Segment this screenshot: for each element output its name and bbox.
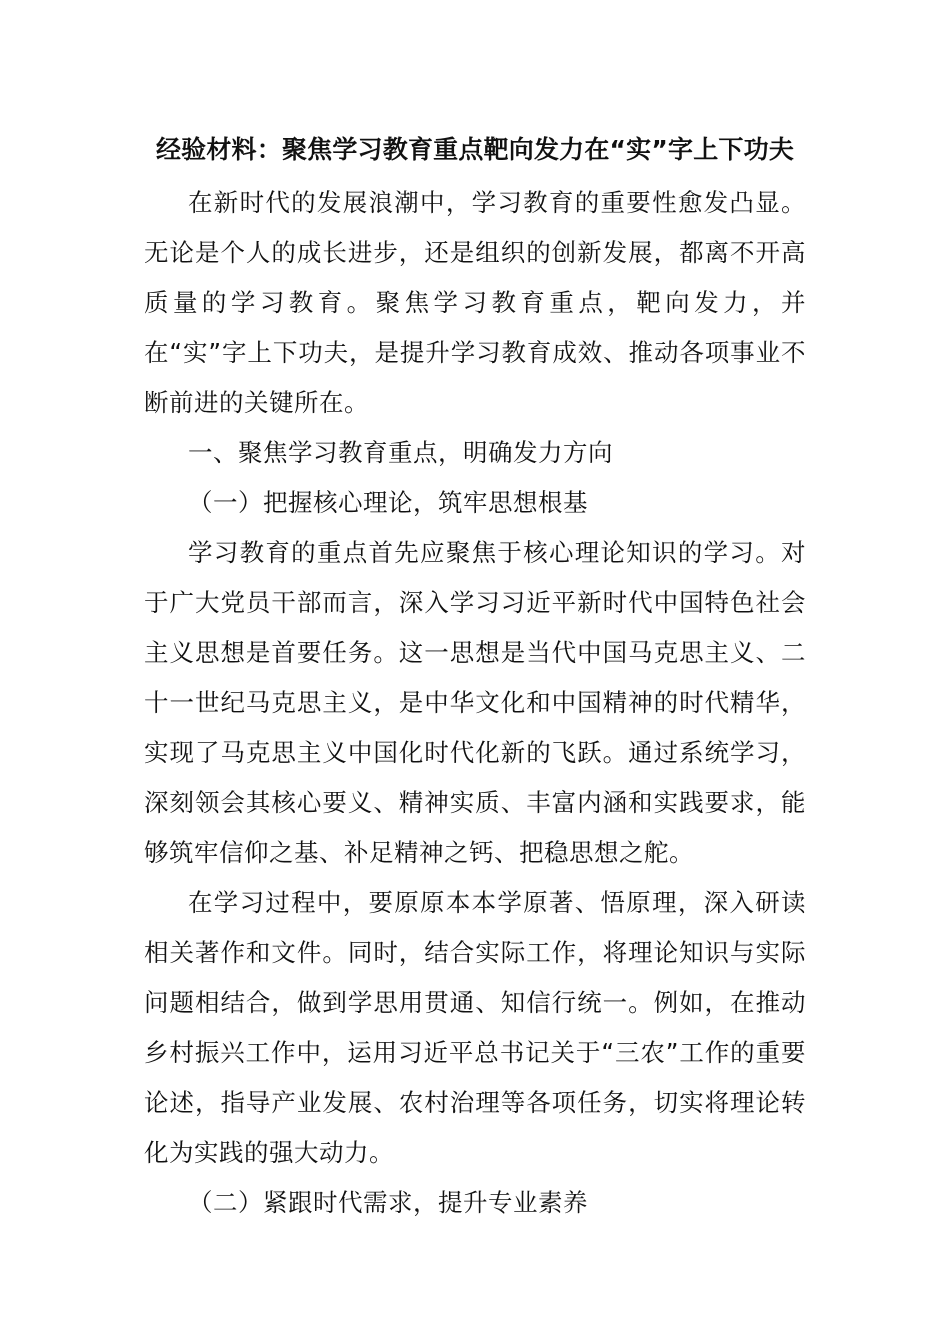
subsection-heading-1: （一）把握核心理论，筑牢思想根基 — [188, 488, 588, 517]
body-paragraph-2: 在学习过程中，要原原本本学原著、悟原理，深入研读相关著作和文件。同时，结合实际工作，将理论知识与实际问题相结合，做到学思用贯通、知信行统一。例如，在推动乡村振兴工作中，运用习近平总书记关于“三农”工作的重要论述，指导产业发展、农村治理等各项任务，切实将理论转化为实践的强大动力。 — [144, 888, 806, 1167]
body-paragraph-1: 学习教育的重点首先应聚焦于核心理论知识的学习。对于广大党员干部而言，深入学习习近平新时代中国特色社会主义思想是首要任务。这一思想是当代中国马克思主义、二十一世纪马克思主义，是中华文化和中国精神的时代精华，实现了马克思主义中国化时代化新的飞跃。通过系统学习，深刻领会其核心要义、精神实质、丰富内涵和实践要求，能够筑牢信仰之基、补足精神之钙、把稳思想之舵。 — [144, 538, 806, 867]
subsection-heading-2: （二）紧跟时代需求，提升专业素养 — [188, 1188, 588, 1217]
intro-paragraph: 在新时代的发展浪潮中，学习教育的重要性愈发凸显。无论是个人的成长进步，还是组织的创新发展，都离不开高质量的学习教育。聚焦学习教育重点，靶向发力，并在“实”字上下功夫，是提升学习教育成效、推动各项事业不断前进的关键所在。 — [144, 188, 806, 417]
section-heading-1: 一、聚焦学习教育重点，明确发力方向 — [188, 438, 613, 467]
document-body — [144, 128, 806, 1228]
document-title: 经验材料：聚焦学习教育重点靶向发力在“实”字上下功夫 — [155, 135, 795, 164]
